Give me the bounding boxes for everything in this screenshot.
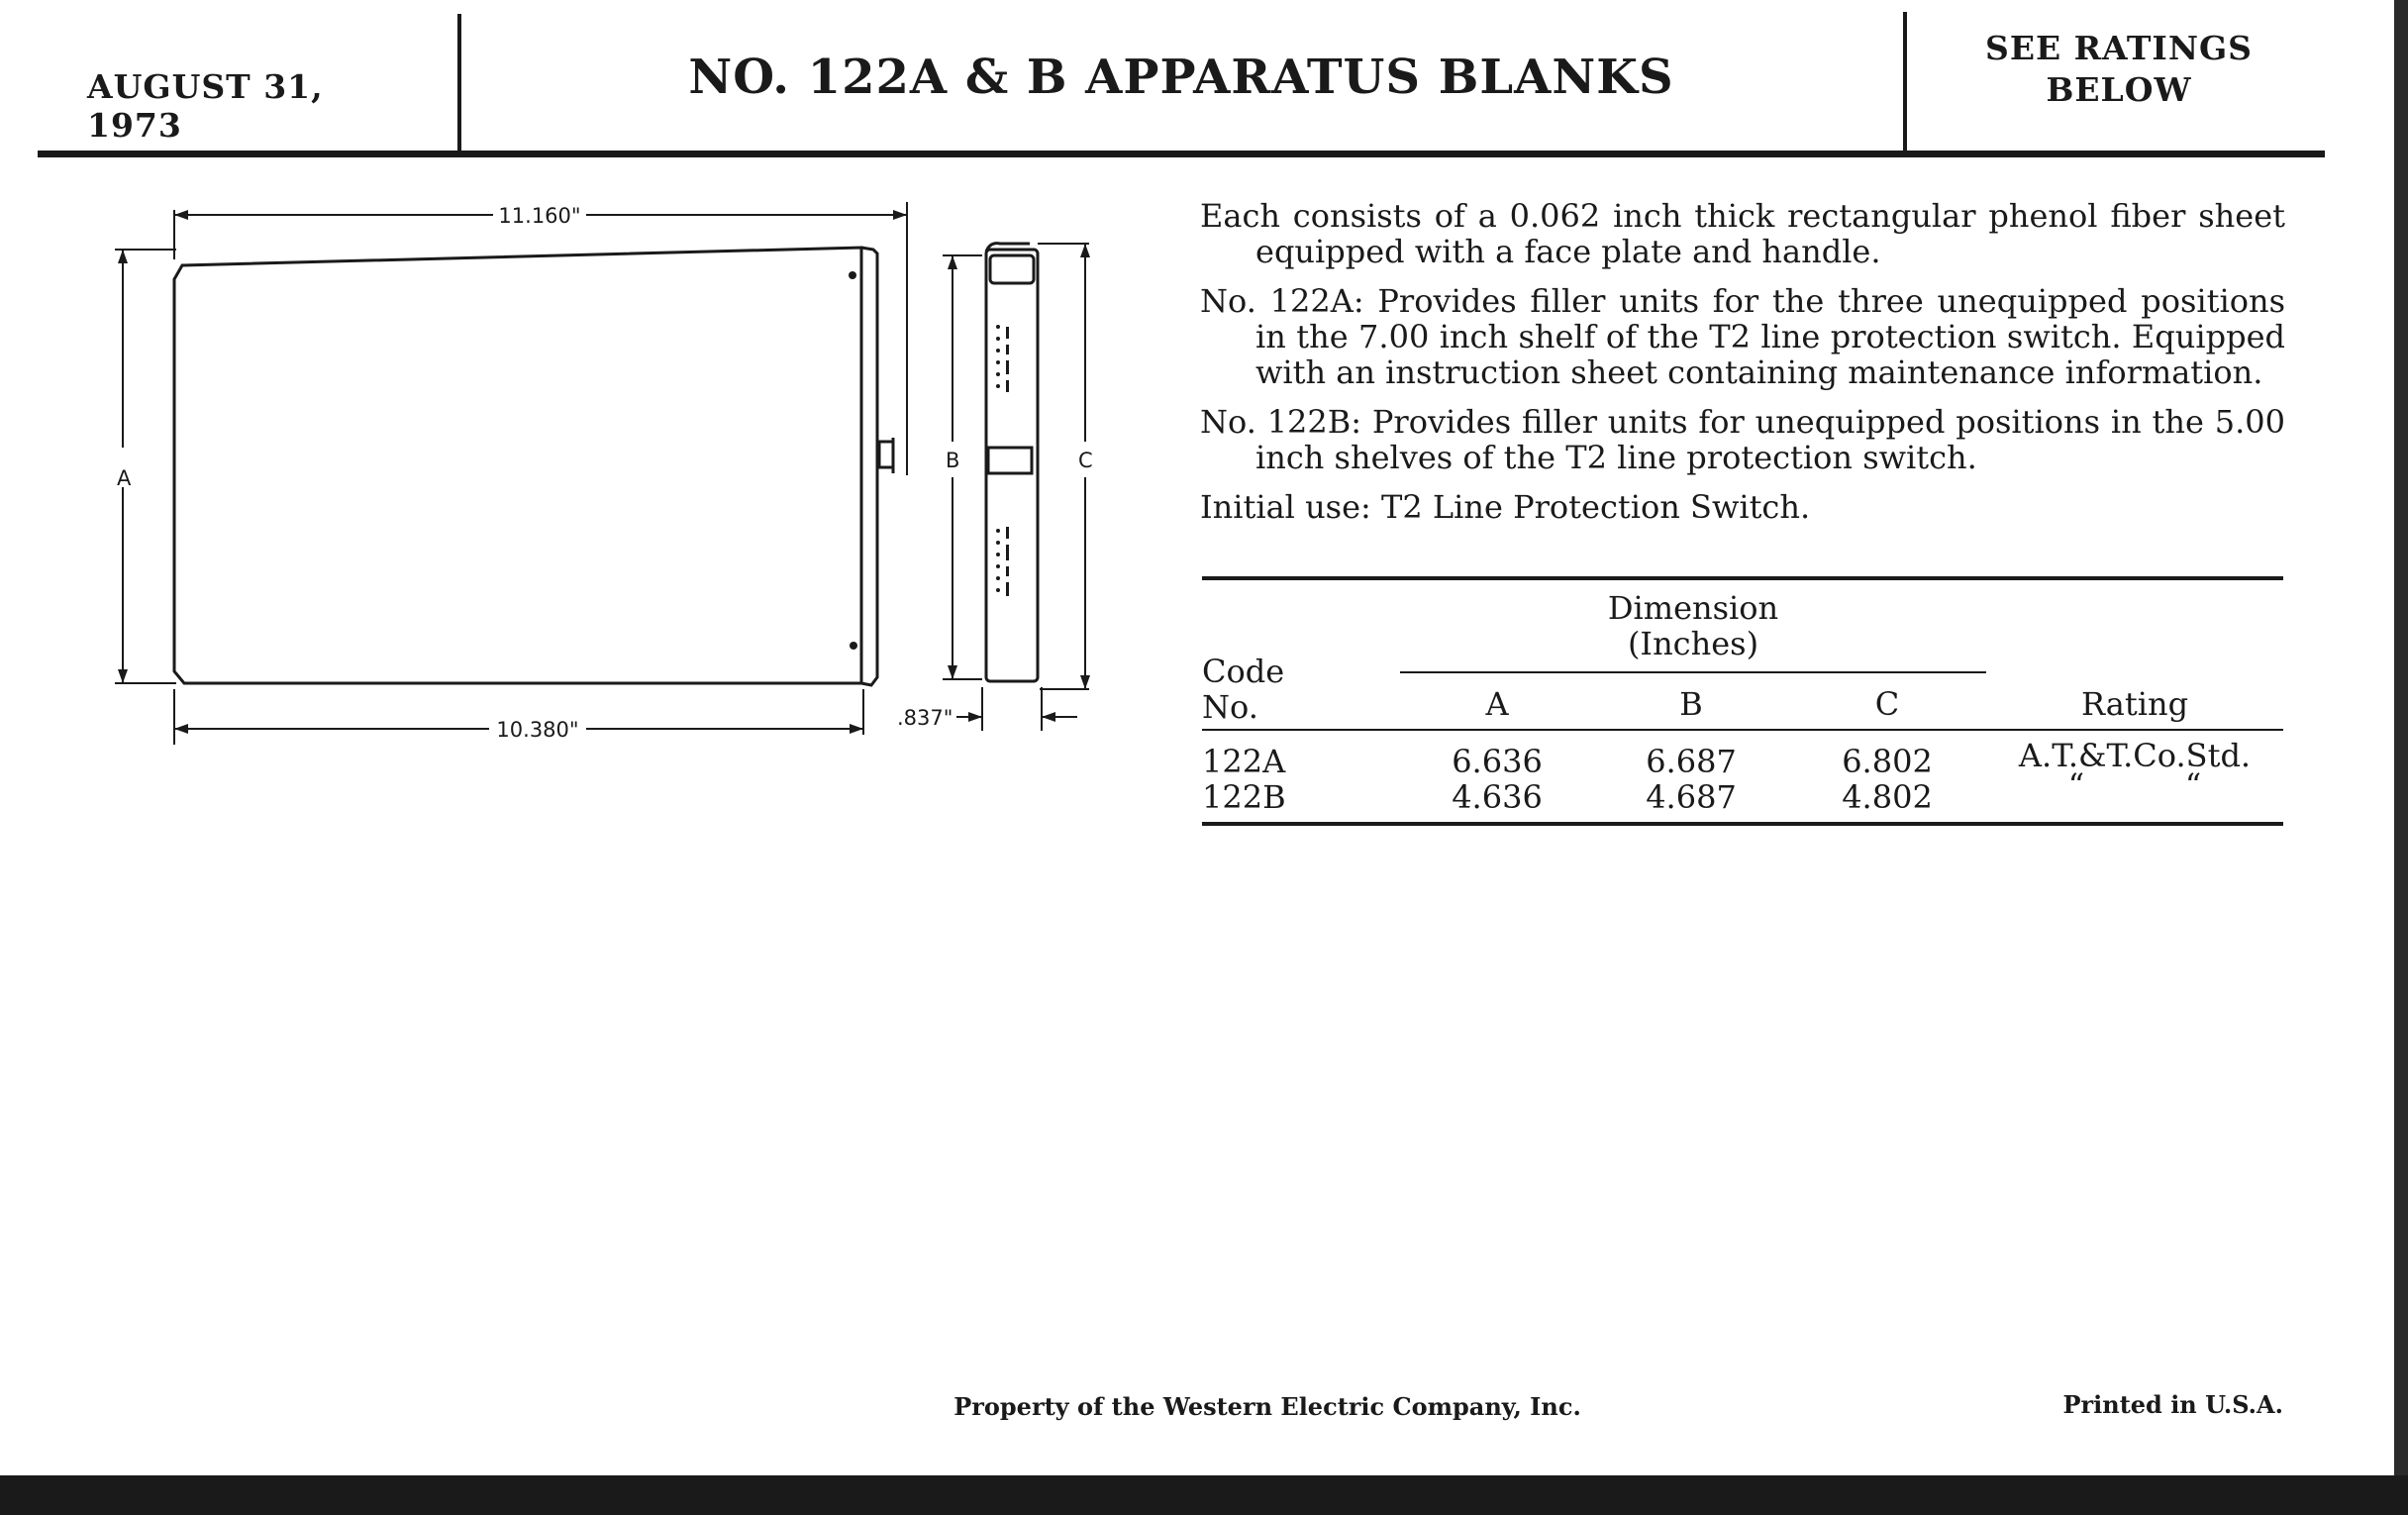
cell-code: 122B <box>1202 778 1286 816</box>
dim-width-top-label: 11.160" <box>498 204 581 228</box>
dim-a-label: A <box>117 466 132 490</box>
description-122a: No. 122A: Provides filler units for the three unequipped positions in the 7.00 inch shelf of the T2 line protection switch. Equipped with an instruction sheet containing maintenance information. <box>1200 282 2285 391</box>
footer-property: Property of the Western Electric Company, Inc. <box>953 1392 1581 1421</box>
drawing-svg <box>99 188 1093 762</box>
handle-stub <box>879 442 893 467</box>
description-122b: No. 122B: Provides filler units for unequipped positions in the 5.00 inch shelves of the T2 line protection switch. <box>1200 403 2285 476</box>
header-code-line-2: No. <box>1202 688 1258 726</box>
cell-a: 4.636 <box>1452 778 1543 816</box>
table-header-rule <box>1202 729 2283 731</box>
cell-c: 6.802 <box>1842 743 1933 780</box>
face-plate-window-mid <box>988 448 1032 473</box>
header-rule <box>38 151 2325 157</box>
footer-printed: Printed in U.S.A. <box>2062 1390 2283 1419</box>
description <box>1200 198 2285 539</box>
dim-depth-label: .837" <box>897 706 953 730</box>
cell-b: 4.687 <box>1646 778 1737 816</box>
board-outline <box>174 248 861 683</box>
table-row <box>1202 766 2283 816</box>
header-code <box>1202 654 1380 725</box>
cell-b: 6.687 <box>1646 743 1737 780</box>
ratings-line-2: BELOW <box>2046 70 2192 109</box>
header-a: A <box>1485 685 1509 723</box>
header-b: B <box>1679 685 1703 723</box>
dimension-rule <box>1400 671 1986 673</box>
face-plate-text-dots <box>996 325 1009 596</box>
table-top-rule <box>1202 576 2283 580</box>
header-date: AUGUST 31, 1973 <box>87 67 324 145</box>
face-plate-side <box>986 250 1038 681</box>
ratings-line-1: SEE RATINGS <box>1984 29 2254 67</box>
cell-c: 4.802 <box>1842 778 1933 816</box>
face-plate-edge <box>861 248 877 685</box>
rivet-bottom <box>850 642 857 650</box>
rivet-top <box>849 271 856 279</box>
dim-c-label: C <box>1078 449 1093 472</box>
table-bottom-rule <box>1202 822 2283 826</box>
technical-drawing <box>99 188 1093 762</box>
header-dimension <box>1400 590 1986 661</box>
header-ratings-note <box>1911 28 2327 111</box>
header-code-line-1: Code <box>1202 653 1285 690</box>
cell-rating: “ “ <box>2067 766 2202 804</box>
header-dimension-line-2: (Inches) <box>1627 625 1759 662</box>
cell-code: 122A <box>1202 743 1286 780</box>
dim-width-bottom-label: 10.380" <box>496 718 579 742</box>
cell-rating: A.T.&T.Co.Std. <box>2018 737 2252 774</box>
header-dimension-line-1: Dimension <box>1607 589 1779 627</box>
header-divider-right <box>1903 12 1907 151</box>
face-plate-window-top <box>990 255 1034 283</box>
header-divider-left <box>457 14 461 156</box>
description-general: Each consists of a 0.062 inch thick rectangular phenol fiber sheet equipped with a face plate and handle. <box>1200 197 2285 270</box>
cell-a: 6.636 <box>1452 743 1543 780</box>
dim-b-label: B <box>946 449 960 472</box>
page-title: NO. 122A & B APPARATUS BLANKS <box>688 50 1674 105</box>
header-c: C <box>1874 685 1900 723</box>
header-rating: Rating <box>2080 685 2189 723</box>
initial-use: Initial use: T2 Line Protection Switch. <box>1200 488 1811 526</box>
